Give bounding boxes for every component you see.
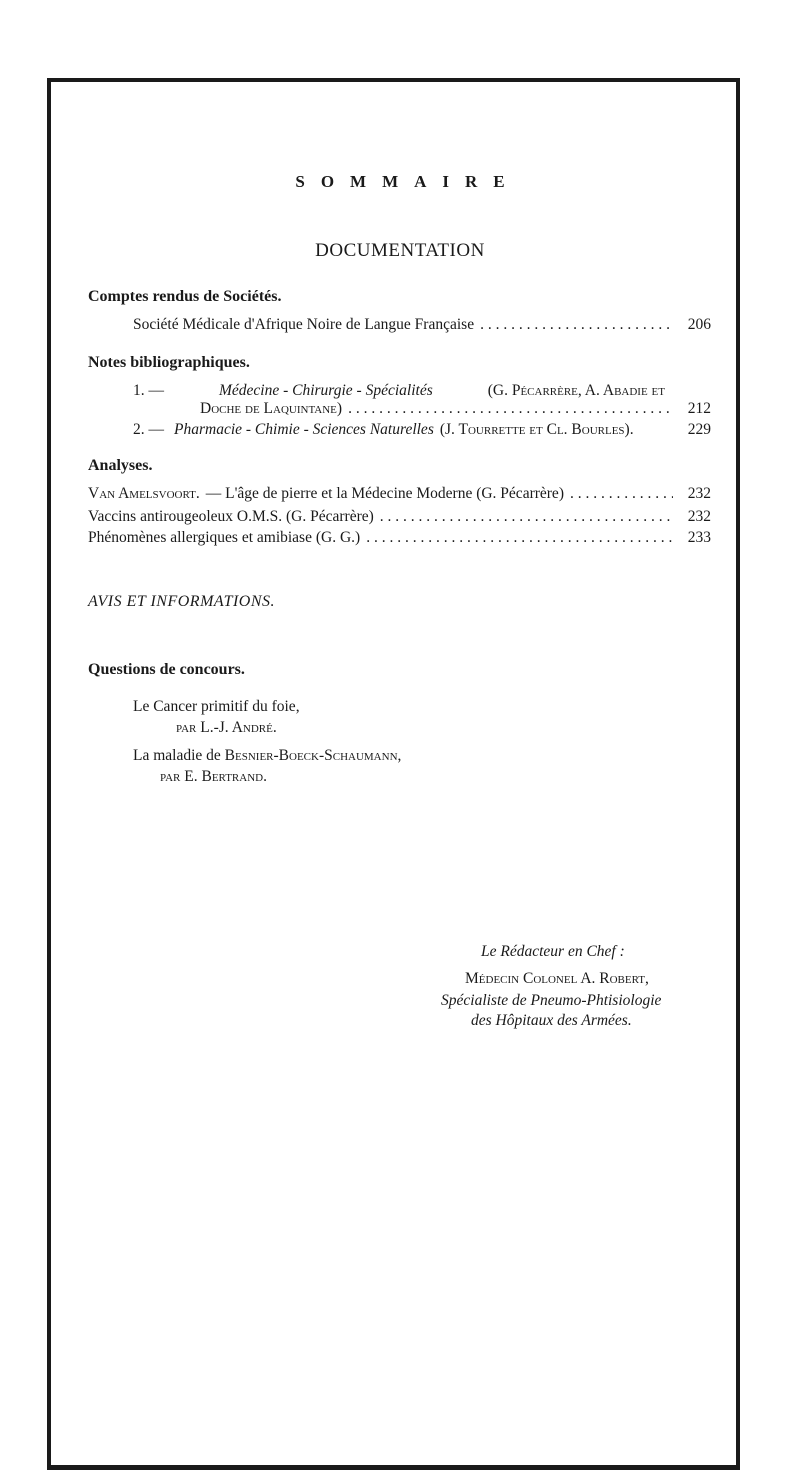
toc-entry	[133, 421, 711, 439]
leader-dots	[480, 316, 673, 334]
toc-page-number: 232	[687, 485, 711, 502]
toc-page-number: 229	[687, 421, 711, 438]
item-authors: (J. Tourrette et Cl. Bourles).	[439, 421, 634, 438]
frame-left-rule	[47, 78, 51, 1470]
item-title: Pharmacie - Chimie - Sciences Naturelles	[174, 421, 434, 438]
item-authors: (G. Pécarrère, A. Abadie et	[487, 382, 665, 399]
analysis-text: Phénomènes allergiques et amibiase (G. G.)	[88, 529, 361, 546]
questions-heading: Questions de concours.	[88, 661, 245, 678]
question-title: Le Cancer primitif du foie,	[133, 698, 300, 715]
leader-dots	[380, 508, 673, 526]
leader-dots	[570, 485, 673, 503]
toc-page-number: 212	[687, 400, 711, 417]
toc-page-number: 232	[687, 508, 711, 525]
frame-top-rule	[50, 78, 740, 82]
analyses-heading: Analyses.	[88, 457, 153, 474]
signature-name-text: Médecin Colonel A. Robert,	[465, 970, 649, 987]
toc-entry	[133, 316, 711, 334]
toc-page-number: 233	[687, 529, 711, 546]
signature-role: Le Rédacteur en Chef :	[481, 943, 625, 960]
question-title-name: Besnier-Boeck-Schaumann,	[224, 747, 402, 764]
toc-entry-text: Société Médicale d'Afrique Noire de Langue Française	[133, 316, 475, 333]
leader-dots	[348, 400, 673, 418]
signature-title-line2: des Hôpitaux des Armées.	[471, 1012, 632, 1029]
analysis-text: Vaccins antirougeoleux O.M.S. (G. Pécarrère)	[88, 508, 374, 525]
item-authors: Doche de Laquintane)	[200, 400, 343, 417]
item-title: Médecine - Chirurgie - Spécialités	[218, 382, 433, 399]
question-title-text: La maladie de	[133, 747, 221, 764]
question-author: par L.-J. André.	[176, 719, 277, 736]
avis-heading: AVIS ET INFORMATIONS.	[88, 593, 276, 610]
item-number: 1. —	[133, 382, 164, 399]
comptes-rendus-heading: Comptes rendus de Sociétés.	[88, 288, 282, 305]
frame-bottom-rule	[47, 1465, 740, 1470]
question-title	[133, 747, 401, 765]
toc-entry	[88, 508, 711, 526]
signature-name	[465, 970, 649, 988]
section-title: DOCUMENTATION	[315, 240, 485, 261]
item-number: 2. —	[133, 421, 164, 438]
leader-dots	[366, 529, 673, 547]
toc-entry	[133, 382, 665, 400]
page-title: SOMMAIRE	[295, 172, 521, 191]
toc-entry	[88, 485, 711, 503]
analysis-author: Van Amelsvoort.	[88, 485, 200, 502]
signature-title-line1: Spécialiste de Pneumo-Phtisiologie	[441, 992, 662, 1009]
toc-page-number: 206	[687, 316, 711, 333]
toc-entry	[88, 529, 711, 547]
analysis-text: — L'âge de pierre et la Médecine Moderne (G. Pécarrère)	[205, 485, 564, 502]
toc-entry-continuation	[200, 400, 711, 418]
question-author: par E. Bertrand.	[160, 768, 267, 785]
frame-right-rule	[736, 78, 740, 1470]
notes-heading: Notes bibliographiques.	[88, 354, 250, 371]
